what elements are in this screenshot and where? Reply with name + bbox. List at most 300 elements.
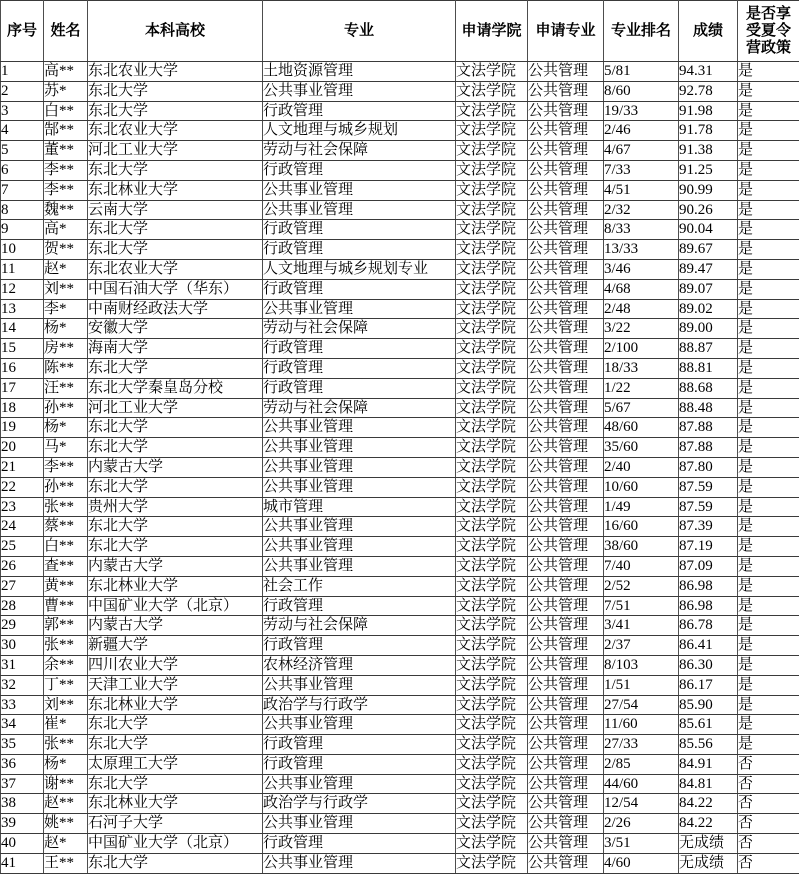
cell-university: 太原理工大学 [88,754,263,774]
cell-major: 公共事业管理 [263,438,456,458]
cell-score: 91.98 [679,101,738,121]
table-row [1,339,799,359]
cell-college: 文法学院 [456,339,528,359]
cell-apply-major: 公共管理 [528,537,604,557]
table-row [1,675,799,695]
cell-university: 东北大学 [88,240,263,260]
cell-score: 87.39 [679,517,738,537]
cell-seq: 7 [1,180,44,200]
cell-seq: 11 [1,259,44,279]
cell-apply-major: 公共管理 [528,655,604,675]
cell-seq: 24 [1,517,44,537]
table-row [1,715,799,735]
cell-name: 杨* [44,754,88,774]
cell-rank: 7/33 [604,160,679,180]
cell-policy: 否 [738,834,799,854]
cell-name: 董** [44,141,88,161]
cell-policy: 是 [738,81,799,101]
cell-rank: 7/51 [604,596,679,616]
cell-name: 李** [44,180,88,200]
cell-university: 四川农业大学 [88,655,263,675]
cell-apply-major: 公共管理 [528,319,604,339]
cell-score: 87.80 [679,457,738,477]
cell-university: 内蒙古大学 [88,616,263,636]
cell-rank: 2/37 [604,636,679,656]
table-row [1,834,799,854]
cell-score: 89.07 [679,279,738,299]
cell-seq: 38 [1,794,44,814]
cell-university: 石河子大学 [88,814,263,834]
cell-college: 文法学院 [456,358,528,378]
cell-apply-major: 公共管理 [528,616,604,636]
cell-apply-major: 公共管理 [528,418,604,438]
cell-policy: 是 [738,240,799,260]
cell-major: 行政管理 [263,101,456,121]
table-row [1,556,799,576]
cell-rank: 16/60 [604,517,679,537]
cell-rank: 4/51 [604,180,679,200]
cell-rank: 27/33 [604,735,679,755]
cell-apply-major: 公共管理 [528,438,604,458]
table-row [1,81,799,101]
table-row [1,695,799,715]
cell-name: 魏** [44,200,88,220]
cell-rank: 2/52 [604,576,679,596]
cell-score: 86.17 [679,675,738,695]
cell-major: 行政管理 [263,735,456,755]
cell-policy: 是 [738,101,799,121]
cell-apply-major: 公共管理 [528,358,604,378]
cell-apply-major: 公共管理 [528,715,604,735]
cell-score: 87.88 [679,418,738,438]
cell-seq: 31 [1,655,44,675]
cell-name: 孙** [44,398,88,418]
cell-university: 东北农业大学 [88,259,263,279]
cell-name: 李** [44,457,88,477]
cell-college: 文法学院 [456,774,528,794]
table-header [1,1,799,62]
table-row [1,517,799,537]
cell-name: 刘** [44,279,88,299]
cell-major: 行政管理 [263,754,456,774]
cell-rank: 8/33 [604,220,679,240]
cell-score: 84.91 [679,754,738,774]
table-row [1,141,799,161]
cell-policy: 否 [738,814,799,834]
cell-name: 杨* [44,319,88,339]
cell-rank: 2/40 [604,457,679,477]
cell-policy: 是 [738,62,799,82]
cell-seq: 5 [1,141,44,161]
cell-score: 86.41 [679,636,738,656]
cell-apply-major: 公共管理 [528,62,604,82]
cell-rank: 13/33 [604,240,679,260]
cell-university: 东北大学 [88,101,263,121]
cell-name: 郜** [44,121,88,141]
cell-university: 河北工业大学 [88,398,263,418]
cell-major: 公共事业管理 [263,477,456,497]
cell-apply-major: 公共管理 [528,240,604,260]
cell-seq: 25 [1,537,44,557]
cell-apply-major: 公共管理 [528,299,604,319]
cell-policy: 否 [738,794,799,814]
table-row [1,537,799,557]
cell-policy: 是 [738,259,799,279]
cell-apply-major: 公共管理 [528,477,604,497]
cell-major: 城市管理 [263,497,456,517]
cell-seq: 40 [1,834,44,854]
cell-college: 文法学院 [456,675,528,695]
cell-major: 行政管理 [263,339,456,359]
cell-university: 安徽大学 [88,319,263,339]
table-row [1,596,799,616]
cell-rank: 3/41 [604,616,679,636]
cell-rank: 10/60 [604,477,679,497]
cell-seq: 9 [1,220,44,240]
cell-university: 东北大学 [88,517,263,537]
cell-name: 房** [44,339,88,359]
cell-university: 东北大学 [88,537,263,557]
cell-major: 行政管理 [263,240,456,260]
cell-seq: 21 [1,457,44,477]
cell-major: 行政管理 [263,160,456,180]
table-row [1,62,799,82]
cell-seq: 14 [1,319,44,339]
table-row [1,259,799,279]
cell-seq: 20 [1,438,44,458]
cell-score: 86.78 [679,616,738,636]
cell-major: 公共事业管理 [263,537,456,557]
cell-score: 88.81 [679,358,738,378]
cell-college: 文法学院 [456,853,528,873]
cell-apply-major: 公共管理 [528,339,604,359]
cell-apply-major: 公共管理 [528,794,604,814]
cell-college: 文法学院 [456,180,528,200]
cell-policy: 是 [738,279,799,299]
cell-college: 文法学院 [456,62,528,82]
cell-rank: 4/60 [604,853,679,873]
cell-university: 东北大学 [88,438,263,458]
cell-college: 文法学院 [456,754,528,774]
cell-college: 文法学院 [456,81,528,101]
cell-seq: 19 [1,418,44,438]
cell-seq: 35 [1,735,44,755]
cell-rank: 1/22 [604,378,679,398]
cell-score: 94.31 [679,62,738,82]
cell-seq: 4 [1,121,44,141]
cell-major: 公共事业管理 [263,299,456,319]
cell-policy: 是 [738,319,799,339]
col-header-name: 姓名 [44,1,88,62]
cell-apply-major: 公共管理 [528,754,604,774]
cell-rank: 48/60 [604,418,679,438]
cell-name: 李** [44,160,88,180]
cell-college: 文法学院 [456,695,528,715]
col-header-seq: 序号 [1,1,44,62]
cell-university: 河北工业大学 [88,141,263,161]
cell-apply-major: 公共管理 [528,180,604,200]
cell-major: 公共事业管理 [263,556,456,576]
cell-name: 高** [44,62,88,82]
cell-university: 中南财经政法大学 [88,299,263,319]
cell-college: 文法学院 [456,220,528,240]
cell-major: 劳动与社会保障 [263,398,456,418]
cell-policy: 是 [738,477,799,497]
cell-policy: 是 [738,497,799,517]
cell-score: 87.59 [679,477,738,497]
cell-apply-major: 公共管理 [528,517,604,537]
cell-score: 90.04 [679,220,738,240]
cell-score: 84.22 [679,814,738,834]
table-row [1,735,799,755]
cell-major: 劳动与社会保障 [263,141,456,161]
cell-policy: 是 [738,160,799,180]
cell-university: 东北林业大学 [88,576,263,596]
cell-name: 杨* [44,418,88,438]
table-row [1,299,799,319]
cell-seq: 39 [1,814,44,834]
cell-apply-major: 公共管理 [528,398,604,418]
cell-name: 赵* [44,834,88,854]
cell-seq: 34 [1,715,44,735]
cell-rank: 44/60 [604,774,679,794]
cell-college: 文法学院 [456,259,528,279]
cell-rank: 4/68 [604,279,679,299]
cell-university: 东北大学 [88,358,263,378]
table-row [1,279,799,299]
cell-name: 李* [44,299,88,319]
cell-major: 劳动与社会保障 [263,319,456,339]
cell-college: 文法学院 [456,200,528,220]
cell-rank: 2/48 [604,299,679,319]
cell-seq: 28 [1,596,44,616]
cell-apply-major: 公共管理 [528,279,604,299]
cell-name: 王** [44,853,88,873]
cell-rank: 12/54 [604,794,679,814]
cell-apply-major: 公共管理 [528,556,604,576]
cell-university: 天津工业大学 [88,675,263,695]
cell-name: 汪** [44,378,88,398]
table-row [1,220,799,240]
cell-university: 东北大学 [88,774,263,794]
table-row [1,616,799,636]
cell-name: 马* [44,438,88,458]
table-body [1,62,799,874]
cell-apply-major: 公共管理 [528,160,604,180]
table-row [1,655,799,675]
table-row [1,121,799,141]
cell-score: 86.30 [679,655,738,675]
cell-name: 余** [44,655,88,675]
cell-seq: 2 [1,81,44,101]
cell-rank: 8/103 [604,655,679,675]
table-row [1,358,799,378]
cell-policy: 否 [738,853,799,873]
col-header-policy: 是否享受夏令营政策 [738,1,799,62]
cell-seq: 36 [1,754,44,774]
cell-major: 公共事业管理 [263,814,456,834]
cell-policy: 是 [738,378,799,398]
cell-rank: 19/33 [604,101,679,121]
cell-university: 东北林业大学 [88,695,263,715]
cell-college: 文法学院 [456,556,528,576]
cell-seq: 10 [1,240,44,260]
cell-policy: 是 [738,141,799,161]
cell-college: 文法学院 [456,517,528,537]
cell-college: 文法学院 [456,299,528,319]
table-row [1,378,799,398]
cell-apply-major: 公共管理 [528,735,604,755]
cell-policy: 是 [738,438,799,458]
cell-policy: 是 [738,200,799,220]
cell-apply-major: 公共管理 [528,457,604,477]
cell-apply-major: 公共管理 [528,853,604,873]
cell-seq: 17 [1,378,44,398]
cell-seq: 23 [1,497,44,517]
cell-major: 公共事业管理 [263,517,456,537]
cell-score: 85.61 [679,715,738,735]
cell-score: 无成绩 [679,834,738,854]
cell-rank: 38/60 [604,537,679,557]
table-row [1,457,799,477]
cell-apply-major: 公共管理 [528,814,604,834]
table-row [1,774,799,794]
cell-seq: 15 [1,339,44,359]
cell-name: 陈** [44,358,88,378]
cell-major: 公共事业管理 [263,200,456,220]
cell-university: 东北大学 [88,160,263,180]
cell-major: 土地资源管理 [263,62,456,82]
cell-policy: 是 [738,121,799,141]
col-header-major: 专业 [263,1,456,62]
cell-college: 文法学院 [456,398,528,418]
cell-score: 无成绩 [679,853,738,873]
cell-name: 曹** [44,596,88,616]
cell-rank: 2/32 [604,200,679,220]
cell-seq: 22 [1,477,44,497]
cell-university: 贵州大学 [88,497,263,517]
cell-score: 87.59 [679,497,738,517]
cell-college: 文法学院 [456,715,528,735]
cell-score: 85.90 [679,695,738,715]
cell-seq: 33 [1,695,44,715]
cell-college: 文法学院 [456,141,528,161]
cell-policy: 是 [738,675,799,695]
cell-college: 文法学院 [456,655,528,675]
cell-college: 文法学院 [456,418,528,438]
cell-score: 88.48 [679,398,738,418]
cell-score: 87.09 [679,556,738,576]
cell-policy: 是 [738,220,799,240]
cell-university: 内蒙古大学 [88,556,263,576]
cell-seq: 16 [1,358,44,378]
cell-score: 91.38 [679,141,738,161]
cell-score: 89.00 [679,319,738,339]
cell-policy: 是 [738,556,799,576]
col-header-score: 成绩 [679,1,738,62]
cell-name: 赵* [44,259,88,279]
cell-major: 人文地理与城乡规划 [263,121,456,141]
cell-seq: 32 [1,675,44,695]
cell-university: 东北大学 [88,418,263,438]
cell-apply-major: 公共管理 [528,259,604,279]
cell-major: 行政管理 [263,834,456,854]
cell-university: 东北大学 [88,853,263,873]
cell-policy: 是 [738,596,799,616]
cell-score: 90.26 [679,200,738,220]
table-row [1,438,799,458]
cell-rank: 5/81 [604,62,679,82]
cell-score: 88.68 [679,378,738,398]
cell-name: 高* [44,220,88,240]
table-row [1,180,799,200]
cell-seq: 29 [1,616,44,636]
cell-major: 行政管理 [263,220,456,240]
cell-college: 文法学院 [456,814,528,834]
cell-seq: 18 [1,398,44,418]
cell-rank: 2/26 [604,814,679,834]
cell-university: 新疆大学 [88,636,263,656]
cell-policy: 是 [738,636,799,656]
cell-college: 文法学院 [456,477,528,497]
cell-seq: 37 [1,774,44,794]
cell-rank: 7/40 [604,556,679,576]
cell-major: 公共事业管理 [263,675,456,695]
cell-score: 86.98 [679,596,738,616]
cell-apply-major: 公共管理 [528,675,604,695]
cell-name: 郭** [44,616,88,636]
cell-policy: 是 [738,616,799,636]
cell-university: 东北大学 [88,81,263,101]
cell-major: 公共事业管理 [263,457,456,477]
cell-apply-major: 公共管理 [528,378,604,398]
cell-score: 87.88 [679,438,738,458]
cell-policy: 否 [738,774,799,794]
table-row [1,319,799,339]
cell-seq: 3 [1,101,44,121]
col-header-university: 本科高校 [88,1,263,62]
table-row [1,497,799,517]
cell-apply-major: 公共管理 [528,220,604,240]
cell-name: 丁** [44,675,88,695]
cell-university: 海南大学 [88,339,263,359]
cell-name: 蔡** [44,517,88,537]
cell-policy: 是 [738,576,799,596]
cell-apply-major: 公共管理 [528,81,604,101]
cell-rank: 1/49 [604,497,679,517]
col-header-rank: 专业排名 [604,1,679,62]
cell-score: 91.25 [679,160,738,180]
cell-seq: 6 [1,160,44,180]
cell-policy: 是 [738,418,799,438]
cell-rank: 18/33 [604,358,679,378]
cell-major: 行政管理 [263,279,456,299]
cell-major: 行政管理 [263,596,456,616]
cell-major: 社会工作 [263,576,456,596]
cell-apply-major: 公共管理 [528,497,604,517]
cell-college: 文法学院 [456,160,528,180]
cell-name: 贺** [44,240,88,260]
cell-score: 91.78 [679,121,738,141]
cell-apply-major: 公共管理 [528,121,604,141]
cell-score: 86.98 [679,576,738,596]
cell-university: 东北大学 [88,715,263,735]
cell-major: 劳动与社会保障 [263,616,456,636]
table-row [1,853,799,873]
cell-policy: 是 [738,517,799,537]
cell-college: 文法学院 [456,457,528,477]
cell-seq: 8 [1,200,44,220]
